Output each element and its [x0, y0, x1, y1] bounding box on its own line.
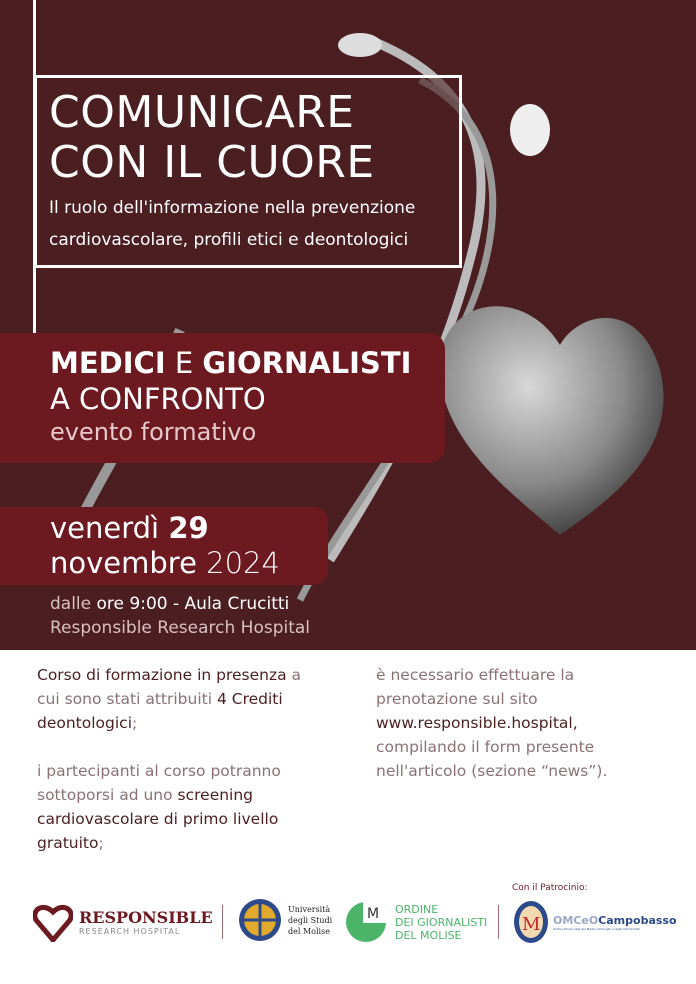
info-column-1	[37, 663, 327, 855]
odg-logo-icon	[345, 901, 387, 943]
venue	[50, 592, 310, 640]
booking-text-2: compilando il form presente nell'articolo (sezione “news”).	[376, 738, 608, 780]
info-column-2	[376, 663, 666, 783]
title-line2: CON IL CUORE	[49, 137, 375, 188]
odg-2: DEI GIORNALISTI	[395, 915, 488, 929]
subtitle-line2: cardiovascolare, profili etici e deontologici	[49, 230, 409, 250]
svg-text:M: M	[367, 906, 380, 922]
omceo-sub: Ordine Provinciale dei Medici Chirurghi e degli Odontoiatri	[553, 926, 641, 931]
heart-logo-icon	[33, 902, 73, 942]
website-link[interactable]: www.responsible.hospital,	[376, 714, 578, 732]
odg-1: ORDINE	[395, 902, 439, 916]
venue-dalle: dalle	[50, 594, 97, 614]
subtitle-line1: Il ruolo dell'informazione nella prevenzione	[49, 198, 416, 218]
unimol-seal-icon	[238, 898, 282, 942]
logo-unimol	[238, 898, 332, 942]
event-band	[0, 333, 445, 463]
unimol-1: Università	[288, 904, 331, 914]
title-box	[34, 75, 462, 268]
omceo-logo-icon	[513, 900, 549, 944]
giornalisti: GIORNALISTI	[202, 346, 412, 380]
unimol-3: del Molise	[288, 926, 330, 936]
p1c: 4 Crediti deontologici	[37, 690, 283, 732]
logo-odg	[345, 901, 487, 943]
omceo: OMCeO	[553, 913, 599, 927]
odg-3: DEL MOLISE	[395, 928, 462, 942]
logo-omceo	[513, 900, 677, 944]
divider	[222, 905, 223, 939]
p2a: i partecipanti al corso potranno sottoporsi ad uno	[37, 762, 281, 804]
responsible-sub: RESEARCH HOSPITAL	[79, 927, 181, 936]
medici: MEDICI	[50, 346, 166, 380]
date-band	[0, 507, 328, 585]
divider	[498, 905, 499, 939]
year: 2024	[206, 546, 280, 580]
logo-responsible	[33, 902, 213, 942]
p2-end: ;	[98, 834, 104, 852]
p1a: Corso di formazione in presenza	[37, 666, 287, 684]
p1-end: ;	[132, 714, 138, 732]
booking-text: è necessario effettuare la prenotazione sul sito	[376, 666, 575, 708]
p1b: a cui sono stati attribuiti	[37, 666, 302, 708]
venue-time: ore 9:00	[96, 594, 168, 614]
p2b: screening cardiovascolare di primo livello gratuito	[37, 786, 279, 852]
confronto: A CONFRONTO	[50, 382, 266, 416]
evento-formativo: evento formativo	[50, 418, 257, 446]
venue-room: - Aula Crucitti	[167, 594, 290, 614]
unimol-2: degli Studi	[288, 915, 333, 925]
svg-text:M: M	[522, 914, 541, 935]
day-name: venerdì	[50, 511, 160, 545]
e: E	[165, 346, 203, 380]
month: novembre	[50, 546, 197, 580]
day: 29	[168, 511, 209, 545]
patrocinio-label: Con il Patrocinio:	[512, 883, 588, 893]
title-line1: COMUNICARE	[49, 87, 355, 138]
campobasso: Campobasso	[598, 913, 677, 927]
venue-place: Responsible Research Hospital	[50, 618, 311, 638]
responsible-name: RESPONSIBLE	[79, 908, 213, 927]
